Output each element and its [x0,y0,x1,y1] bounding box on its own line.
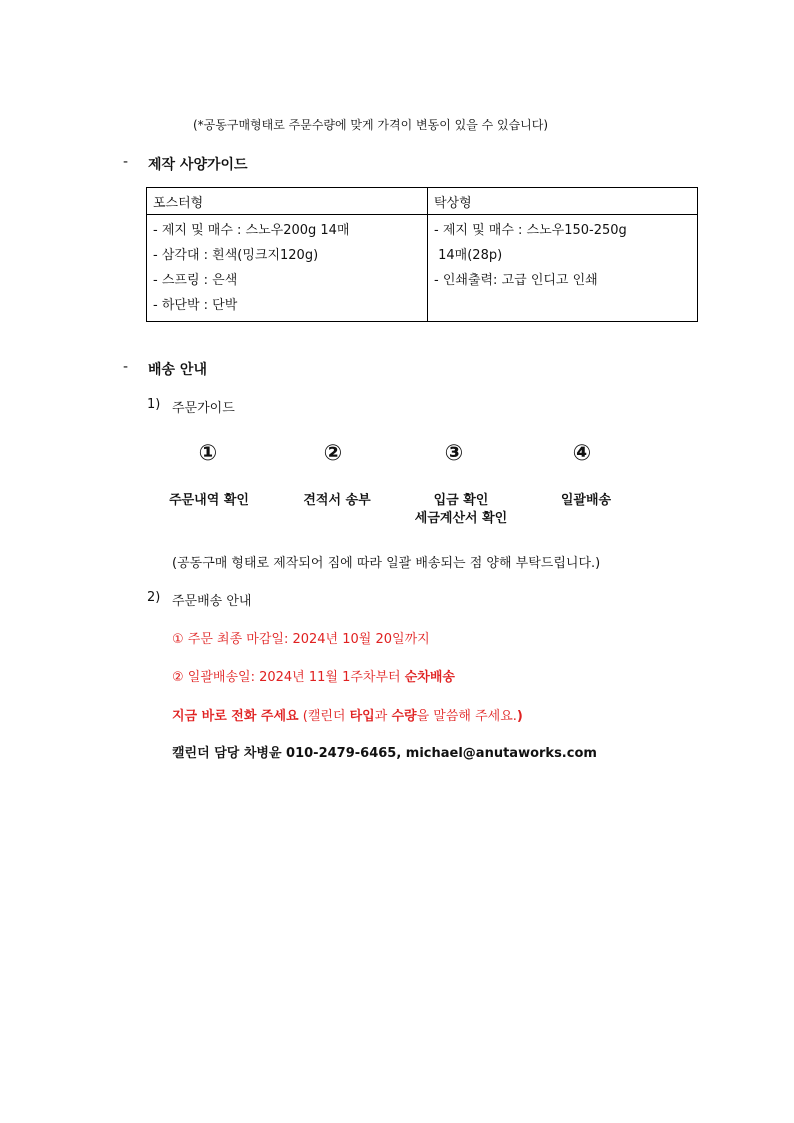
step-4-label [516,492,656,510]
step-3-label-line-2: 세금계산서 확인 [414,511,508,526]
call-text-1: (캘린더 [298,709,350,724]
step-1-label-line: 주문내역 확인 [169,493,249,508]
order-guide-title: 주문가이드 [172,401,235,416]
poster-spec-line: - 삼각대 : 흰색(밍크지120g) [153,248,319,263]
order-delivery-number: 2) [147,590,161,605]
call-text-end: ) [516,709,523,724]
call-to-action [172,705,523,724]
poster-spec-cell [147,215,428,322]
order-delivery-title: 주문배송 안내 [172,594,252,609]
step-2-label-line: 견적서 송부 [303,493,371,508]
contact-info: 캘린더 담당 차병윤 010-2479-6465, michael@anutaworks.com [172,746,597,761]
call-now-emphasis: 지금 바로 전화 주세요 [172,709,299,724]
shipping-date-text: ② 일괄배송일: 2024년 11월 1주차부터 [172,670,405,685]
bulk-shipping-note: (공동구매 형태로 제작되어 짐에 따라 일괄 배송되는 점 양해 부탁드립니다.) [172,556,601,571]
section-bullet: - [123,359,129,375]
call-text-2: 과 [374,709,392,724]
step-3-label [391,492,531,528]
spec-table [146,187,698,322]
desk-spec-line: - 제지 및 매수 : 스노우150-250g [434,223,627,238]
step-4-label-line: 일괄배송 [560,493,612,508]
order-guide-number: 1) [147,397,161,412]
price-notice: (*공동구매형태로 주문수량에 맞게 가격이 변동이 있을 수 있습니다) [193,118,549,132]
section-bullet: - [123,154,129,170]
desk-spec-line: - 인쇄출력: 고급 인디고 인쇄 [434,273,598,288]
step-3-number: ③ [444,441,464,466]
poster-spec-line: - 스프링 : 은색 [153,273,238,288]
call-text-3: 을 말씀해 주세요. [416,709,517,724]
order-deadline: ① 주문 최종 마감일: 2024년 10월 20일까지 [172,632,430,647]
step-1-label [139,492,279,510]
desk-spec-line: 14매(28p) [434,248,503,263]
quantity-emphasis: 수량 [391,709,417,724]
spec-guide-heading: 제작 사양가이드 [148,157,248,173]
desk-type-header: 탁상형 [428,188,698,215]
poster-spec-line: - 하단박 : 단박 [153,298,238,313]
step-2-label [267,492,407,510]
step-3-label-line: 입금 확인 [433,493,489,508]
type-emphasis: 타입 [349,709,375,724]
poster-spec-line: - 제지 및 매수 : 스노우200g 14매 [153,223,350,238]
delivery-heading: 배송 안내 [148,362,207,378]
poster-type-header: 포스터형 [147,188,428,215]
sequential-shipping-emphasis: 순차배송 [404,670,455,685]
shipping-date [172,666,455,685]
step-4-number: ④ [572,441,592,466]
step-2-number: ② [323,441,343,466]
step-1-number: ① [198,441,218,466]
desk-spec-cell [428,215,698,322]
